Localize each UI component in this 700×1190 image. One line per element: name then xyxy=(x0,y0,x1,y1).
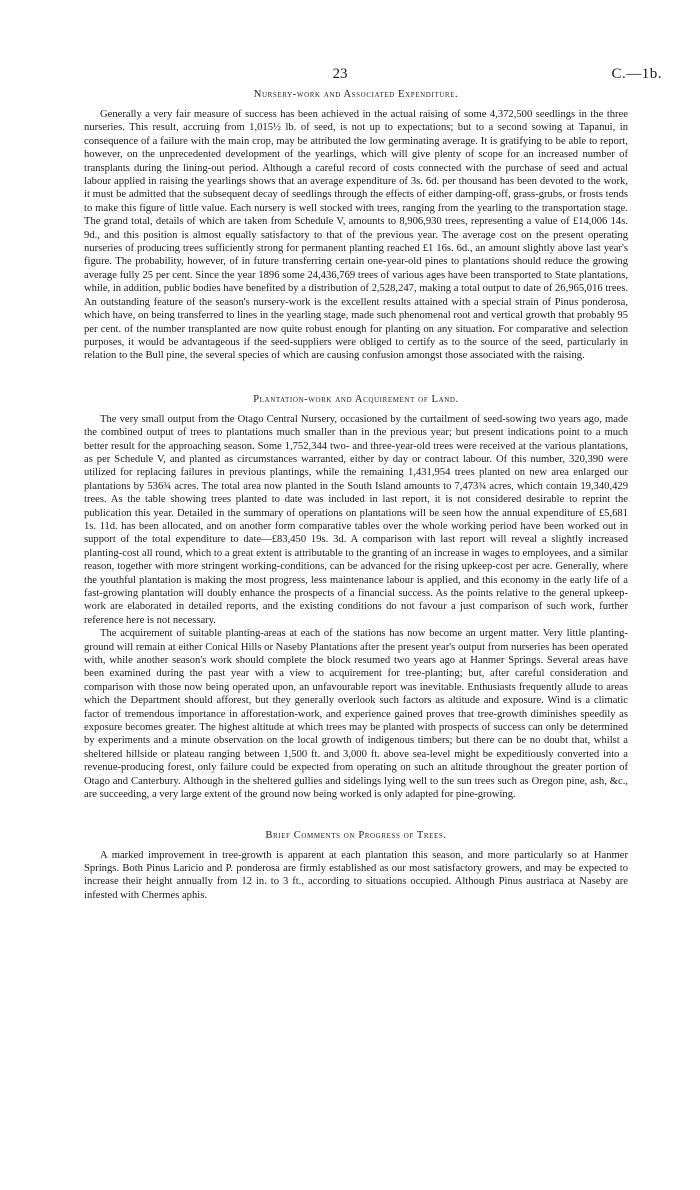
section-heading: Nursery-work and Associated Expenditure. xyxy=(253,89,459,100)
paragraph: A marked improvement in tree-growth is apparent at each plantation this season, and more particularly so at Hanmer Springs. Both Pinus Laricio and P. ponderosa are firmly established as our most satisfactory growers, and may be expected to increase their height annually from 12 in. to 3 ft., according to situations occupied. Although Pinus austriaca at Naseby are infested with Chermes aphis. xyxy=(84,849,628,901)
section-plantation-work xyxy=(84,393,628,802)
section-heading: Brief Comments on Progress of Trees. xyxy=(265,829,447,841)
paragraph: The acquirement of suitable planting-areas at each of the stations has now become an urgent matter. Very little planting-ground will remain at either Conical Hills or Naseby Plantations after the present year's output from nurseries has been operated with, while another season's work should complete the block resumed two years ago at Hanmer Springs. Several areas have been examined during the past year with a view to acquirement for tree-planting; but, after careful consideration and comparison with those now being operated upon, an unfavourable report was inevitable. Enthusiasts frequently allude to areas which the Department should afforest, but they generally overlook such factors as altitude and exposure. Wind is a climatic factor of tremendous importance in afforestation-work, and experience gained proves that tree-growth diminishes speedily as exposure becomes greater. The highest altitude at which trees may be planted with prospects of success can only be determined by experiments and a minute observation on the local growth of indigenous timbers; but there can be no doubt that, whilst a sheltered hillside or plateau ranging between 1,500 ft. and 3,000 ft. above sea-level might be expeditiously converted into a revenue-producing forest, only failure could be expected from operating on such an altitude throughout the greater portion of Otago and Canterbury. Although in the sheltered gullies and sidelings lying well to the sun trees such as Oregon pine, ash, &c., are succeeding, a very large extent of the ground now being worked is only adapted for pine-growing. xyxy=(84,628,628,801)
paragraph: The very small output from the Otago Central Nursery, occasioned by the curtailment of seed-sowing two years ago, made the combined output of trees to plantations much smaller than in the previous year; but present indications point to a much better result for the approaching season. Some 1,752,344 two- and three-year-old trees were received at the various plantations, as per Schedule V, and planted as circumstances warranted, either by day or contract labour. Of this number, 320,390 were utilized for replacing failures in previous plantings, while the remaining 1,431,954 trees planted on new area enlarged our plantations by 536¾ acres. The total area now planted in the South Island amounts to 7,473¾ acres, which contain 19,340,429 trees. As the table showing trees planted to date was included in last report, it is not considered desirable to reprint the publication this year. Detailed in the summary of operations on plantations will be seen how the annual expenditure of £5,681 1s. 11d. has been allocated, and on another form comparative tables over the whole working period have been worked out in support of the total expenditure to date—£83,450 19s. 3d. A comparison with last report will reveal a slightly increased planting-cost all round, which to a great extent is attributable to the granting of an increase in wages to employees, and a similar reason, together with more stringent working-conditions, can be advanced for the rising upkeep-cost per acre. Generally, where the youthful plantation is making the most progress, less maintenance labour is applied, and this economy in the early life of a fast-growing plantation will doubly enhance the prospects of a financial success. As the points relative to the general upkeep-work are elaborated in detailed reports, and the existing conditions do not favour a just comparison of such work, further reference here is not necessary. xyxy=(84,413,628,626)
paragraph: Generally a very fair measure of success has been achieved in the actual raising of some 4,372,500 seedlings in the three nurseries. This result, accruing from 1,015½ lb. of seed, is not up to expectations; but to a second sowing at Tapanui, in consequence of a failure with the main crop, may be attributed the low germinating average. It is gratifying to be able to report, however, on the unprecedented development of the yearlings, which will give plenty of scope for an increased number of transplants during the lining-out period. Although a careful record of costs connected with the purchase of seed and actual labour applied in raising the yearlings shows that an average expenditure of 3s. 6d. per thousand has been devoted to the work, it must be admitted that the subsequent decay of seedlings through the effects of either damping-off, grass-grubs, or frosts tends to make this figure of little value. Each nursery is well stocked with trees, ranging from the yearling to the transportation stage. The grand total, details of which are taken from Schedule V, amounts to 8,906,930 trees, representing a value of £14,006 14s. 9d., and this position is almost equally satisfactory to that of the previous year. The average cost on the present operating nurseries of producing trees sufficiently strong for permanent planting reached £1 16s. 6d., an amount slightly above last year's figure. The probability, however, of in future transferring certain one-year-old pines to plantations should reduce the growing average fully 25 per cent. Since the year 1896 some 24,436,769 trees of various ages have been transported to State plantations, while, in addition, public bodies have benefited by a distribution of 2,528,247, making a total output to date of 26,965,016 trees. An outstanding feature of the season's nursery-work is the excellent results attained with a special strain of Pinus ponderosa, which have, on being transferred to lines in the yearling stage, made such phenomenal root and vertical growth that probably 95 per cent. of the number transplanted are now quite robust enough for planting on any situation. For comparative and selection purposes, it would be advantageous if the seed-suppliers were obliged to certify as to the source of the seed, particularly in relation to the Bull pine, the several species of which are causing confusion amongst those associated with the raising. xyxy=(84,109,628,362)
section-heading: Plantation-work and Acquirement of Land. xyxy=(253,393,459,405)
page-number: 23 xyxy=(332,66,348,82)
section-progress-of-trees xyxy=(84,829,628,903)
section-nursery-work xyxy=(84,88,628,363)
page-content xyxy=(84,88,628,902)
document-code: C.—1b. xyxy=(611,66,662,82)
